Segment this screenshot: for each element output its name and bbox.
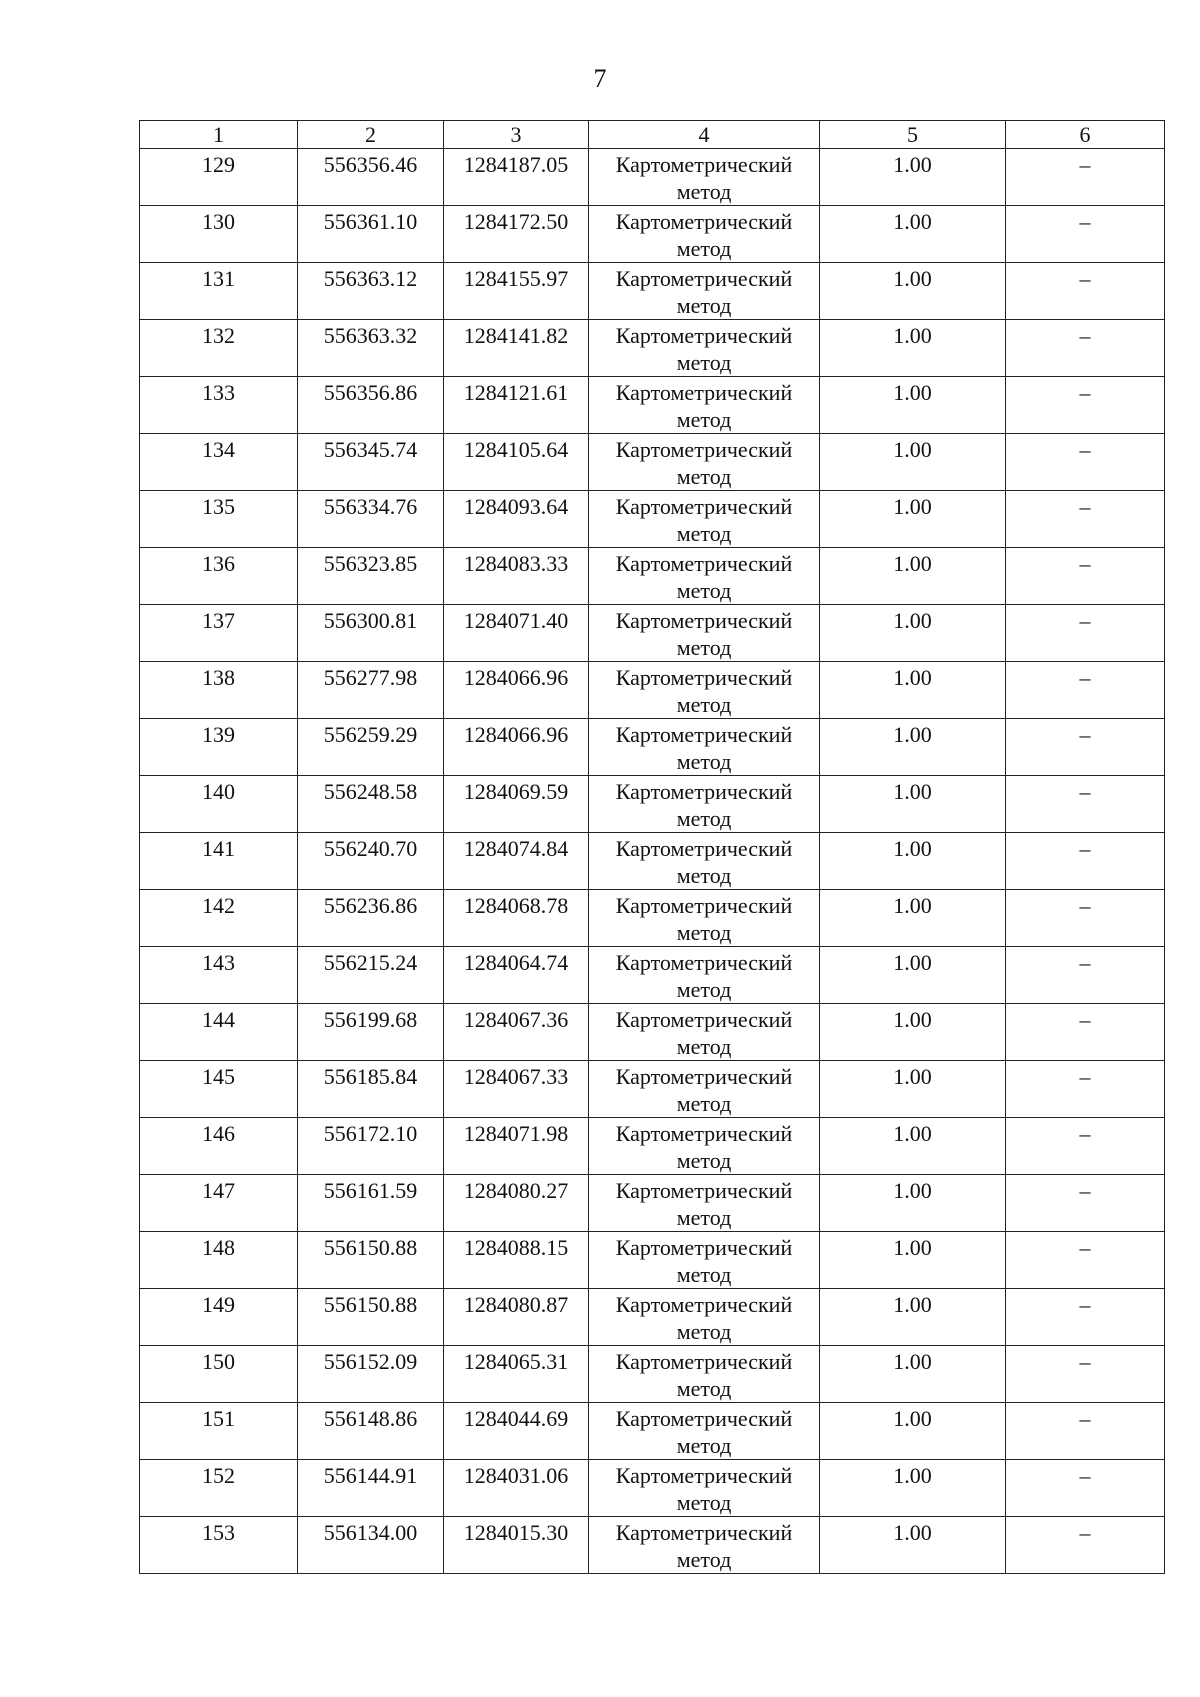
accuracy-cell: 1.00 (820, 605, 1006, 662)
note-cell: – (1006, 1517, 1165, 1574)
accuracy-cell: 1.00 (820, 377, 1006, 434)
coord-x-cell: 556259.29 (298, 719, 444, 776)
method-line-1: Картометрический (615, 608, 793, 633)
table-row (140, 1403, 1165, 1460)
method-cell (589, 320, 820, 377)
method-line-1: Картометрический (615, 266, 793, 291)
coord-y-cell: 1284031.06 (444, 1460, 589, 1517)
coord-x-cell: 556334.76 (298, 491, 444, 548)
method-line-2: метод (676, 464, 732, 489)
note-cell: – (1006, 434, 1165, 491)
header-col-3: 3 (444, 121, 589, 149)
point-number-cell: 148 (140, 1232, 298, 1289)
method-cell (589, 1118, 820, 1175)
method-cell (589, 890, 820, 947)
method-cell (589, 1004, 820, 1061)
method-cell (589, 1289, 820, 1346)
accuracy-cell: 1.00 (820, 719, 1006, 776)
table-row (140, 605, 1165, 662)
table-row (140, 1289, 1165, 1346)
method-line-1: Картометрический (615, 1064, 793, 1089)
method-line-2: метод (676, 578, 732, 603)
point-number-cell: 135 (140, 491, 298, 548)
method-line-2: метод (676, 1433, 732, 1458)
method-line-2: метод (676, 863, 732, 888)
note-cell: – (1006, 149, 1165, 206)
method-line-1: Картометрический (615, 665, 793, 690)
coord-x-cell: 556300.81 (298, 605, 444, 662)
coord-x-cell: 556144.91 (298, 1460, 444, 1517)
coord-y-cell: 1284067.33 (444, 1061, 589, 1118)
table-body (140, 149, 1165, 1574)
method-line-1: Картометрический (615, 950, 793, 975)
note-cell: – (1006, 1289, 1165, 1346)
coord-y-cell: 1284155.97 (444, 263, 589, 320)
header-col-6: 6 (1006, 121, 1165, 149)
method-cell (589, 548, 820, 605)
method-line-1: Картометрический (615, 209, 793, 234)
method-cell (589, 947, 820, 1004)
method-cell (589, 149, 820, 206)
point-number-cell: 138 (140, 662, 298, 719)
table-row (140, 320, 1165, 377)
table-row (140, 662, 1165, 719)
method-cell (589, 662, 820, 719)
method-line-1: Картометрический (615, 1121, 793, 1146)
accuracy-cell: 1.00 (820, 1004, 1006, 1061)
method-cell (589, 1403, 820, 1460)
page-number: 7 (593, 64, 607, 93)
table-row (140, 548, 1165, 605)
accuracy-cell: 1.00 (820, 1346, 1006, 1403)
coord-y-cell: 1284068.78 (444, 890, 589, 947)
coord-y-cell: 1284071.40 (444, 605, 589, 662)
method-line-1: Картометрический (615, 722, 793, 747)
method-line-2: метод (676, 1205, 732, 1230)
point-number-cell: 145 (140, 1061, 298, 1118)
coord-x-cell: 556356.46 (298, 149, 444, 206)
note-cell: – (1006, 1346, 1165, 1403)
coord-y-cell: 1284141.82 (444, 320, 589, 377)
table-row (140, 947, 1165, 1004)
point-number-cell: 130 (140, 206, 298, 263)
coord-y-cell: 1284121.61 (444, 377, 589, 434)
method-line-2: метод (676, 1262, 732, 1287)
table-row (140, 1004, 1165, 1061)
point-number-cell: 136 (140, 548, 298, 605)
coord-x-cell: 556185.84 (298, 1061, 444, 1118)
method-line-2: метод (676, 1490, 732, 1515)
method-line-2: метод (676, 350, 732, 375)
note-cell: – (1006, 662, 1165, 719)
point-number-cell: 146 (140, 1118, 298, 1175)
method-line-2: метод (676, 521, 732, 546)
method-line-2: метод (676, 806, 732, 831)
coord-y-cell: 1284069.59 (444, 776, 589, 833)
method-line-2: метод (676, 1034, 732, 1059)
coord-y-cell: 1284066.96 (444, 719, 589, 776)
method-line-2: метод (676, 293, 732, 318)
coord-x-cell: 556356.86 (298, 377, 444, 434)
method-line-1: Картометрический (615, 551, 793, 576)
coord-x-cell: 556215.24 (298, 947, 444, 1004)
coord-y-cell: 1284105.64 (444, 434, 589, 491)
accuracy-cell: 1.00 (820, 1232, 1006, 1289)
point-number-cell: 147 (140, 1175, 298, 1232)
method-line-2: метод (676, 1091, 732, 1116)
coord-x-cell: 556199.68 (298, 1004, 444, 1061)
coord-x-cell: 556172.10 (298, 1118, 444, 1175)
point-number-cell: 142 (140, 890, 298, 947)
method-line-2: метод (676, 1376, 732, 1401)
method-line-1: Картометрический (615, 1406, 793, 1431)
coord-y-cell: 1284088.15 (444, 1232, 589, 1289)
method-cell (589, 605, 820, 662)
accuracy-cell: 1.00 (820, 890, 1006, 947)
coord-x-cell: 556277.98 (298, 662, 444, 719)
table-row (140, 833, 1165, 890)
coord-x-cell: 556323.85 (298, 548, 444, 605)
accuracy-cell: 1.00 (820, 1460, 1006, 1517)
point-number-cell: 137 (140, 605, 298, 662)
coord-y-cell: 1284015.30 (444, 1517, 589, 1574)
note-cell: – (1006, 719, 1165, 776)
method-line-1: Картометрический (615, 836, 793, 861)
header-col-1: 1 (140, 121, 298, 149)
accuracy-cell: 1.00 (820, 491, 1006, 548)
note-cell: – (1006, 1118, 1165, 1175)
note-cell: – (1006, 491, 1165, 548)
point-number-cell: 129 (140, 149, 298, 206)
coord-y-cell: 1284083.33 (444, 548, 589, 605)
point-number-cell: 144 (140, 1004, 298, 1061)
accuracy-cell: 1.00 (820, 662, 1006, 719)
method-line-1: Картометрический (615, 1463, 793, 1488)
method-line-1: Картометрический (615, 1007, 793, 1032)
method-line-1: Картометрический (615, 152, 793, 177)
coord-y-cell: 1284066.96 (444, 662, 589, 719)
method-cell (589, 1061, 820, 1118)
coord-y-cell: 1284071.98 (444, 1118, 589, 1175)
method-line-1: Картометрический (615, 1349, 793, 1374)
note-cell: – (1006, 776, 1165, 833)
method-cell (589, 1175, 820, 1232)
accuracy-cell: 1.00 (820, 1175, 1006, 1232)
point-number-cell: 149 (140, 1289, 298, 1346)
method-line-2: метод (676, 1319, 732, 1344)
coord-y-cell: 1284172.50 (444, 206, 589, 263)
point-number-cell: 131 (140, 263, 298, 320)
point-number-cell: 133 (140, 377, 298, 434)
method-line-1: Картометрический (615, 380, 793, 405)
coord-y-cell: 1284065.31 (444, 1346, 589, 1403)
header-col-4: 4 (589, 121, 820, 149)
note-cell: – (1006, 548, 1165, 605)
coord-x-cell: 556236.86 (298, 890, 444, 947)
point-number-cell: 139 (140, 719, 298, 776)
coord-y-cell: 1284080.27 (444, 1175, 589, 1232)
coord-y-cell: 1284074.84 (444, 833, 589, 890)
method-line-2: метод (676, 692, 732, 717)
table-header (140, 121, 1165, 149)
note-cell: – (1006, 605, 1165, 662)
point-number-cell: 140 (140, 776, 298, 833)
coord-y-cell: 1284067.36 (444, 1004, 589, 1061)
note-cell: – (1006, 890, 1165, 947)
note-cell: – (1006, 263, 1165, 320)
header-col-2: 2 (298, 121, 444, 149)
method-line-2: метод (676, 1148, 732, 1173)
point-number-cell: 132 (140, 320, 298, 377)
coord-x-cell: 556161.59 (298, 1175, 444, 1232)
note-cell: – (1006, 1061, 1165, 1118)
coord-x-cell: 556363.32 (298, 320, 444, 377)
coord-y-cell: 1284093.64 (444, 491, 589, 548)
accuracy-cell: 1.00 (820, 434, 1006, 491)
note-cell: – (1006, 1403, 1165, 1460)
table-row (140, 890, 1165, 947)
point-number-cell: 143 (140, 947, 298, 1004)
method-line-1: Картометрический (615, 1235, 793, 1260)
table-row (140, 1232, 1165, 1289)
note-cell: – (1006, 377, 1165, 434)
coord-x-cell: 556248.58 (298, 776, 444, 833)
table-row (140, 1346, 1165, 1403)
accuracy-cell: 1.00 (820, 776, 1006, 833)
accuracy-cell: 1.00 (820, 1517, 1006, 1574)
coord-x-cell: 556148.86 (298, 1403, 444, 1460)
coord-x-cell: 556345.74 (298, 434, 444, 491)
note-cell: – (1006, 833, 1165, 890)
coord-x-cell: 556152.09 (298, 1346, 444, 1403)
method-line-1: Картометрический (615, 779, 793, 804)
method-line-2: метод (676, 179, 732, 204)
accuracy-cell: 1.00 (820, 1289, 1006, 1346)
method-cell (589, 776, 820, 833)
method-cell (589, 1232, 820, 1289)
point-number-cell: 141 (140, 833, 298, 890)
header-row (140, 121, 1165, 149)
coord-y-cell: 1284044.69 (444, 1403, 589, 1460)
coord-x-cell: 556150.88 (298, 1232, 444, 1289)
coord-y-cell: 1284064.74 (444, 947, 589, 1004)
table-row (140, 206, 1165, 263)
method-cell (589, 1517, 820, 1574)
method-line-2: метод (676, 635, 732, 660)
note-cell: – (1006, 947, 1165, 1004)
note-cell: – (1006, 1460, 1165, 1517)
point-number-cell: 151 (140, 1403, 298, 1460)
header-col-5: 5 (820, 121, 1006, 149)
method-cell (589, 377, 820, 434)
accuracy-cell: 1.00 (820, 263, 1006, 320)
accuracy-cell: 1.00 (820, 149, 1006, 206)
table-row (140, 719, 1165, 776)
coord-x-cell: 556361.10 (298, 206, 444, 263)
note-cell: – (1006, 320, 1165, 377)
method-line-2: метод (676, 407, 732, 432)
accuracy-cell: 1.00 (820, 833, 1006, 890)
coordinates-table (139, 120, 1165, 1574)
method-line-2: метод (676, 920, 732, 945)
table-row (140, 776, 1165, 833)
method-line-2: метод (676, 749, 732, 774)
method-line-1: Картометрический (615, 494, 793, 519)
method-cell (589, 434, 820, 491)
coord-y-cell: 1284080.87 (444, 1289, 589, 1346)
method-line-1: Картометрический (615, 323, 793, 348)
table-row (140, 149, 1165, 206)
table-row (140, 263, 1165, 320)
table-row (140, 1460, 1165, 1517)
point-number-cell: 134 (140, 434, 298, 491)
coord-x-cell: 556363.12 (298, 263, 444, 320)
note-cell: – (1006, 206, 1165, 263)
method-line-1: Картометрический (615, 893, 793, 918)
table-row (140, 491, 1165, 548)
table-row (140, 1061, 1165, 1118)
accuracy-cell: 1.00 (820, 548, 1006, 605)
method-line-1: Картометрический (615, 1292, 793, 1317)
table-row (140, 1517, 1165, 1574)
method-line-1: Картометрический (615, 437, 793, 462)
method-line-2: метод (676, 236, 732, 261)
coord-x-cell: 556240.70 (298, 833, 444, 890)
accuracy-cell: 1.00 (820, 1403, 1006, 1460)
point-number-cell: 150 (140, 1346, 298, 1403)
table-row (140, 434, 1165, 491)
coord-x-cell: 556150.88 (298, 1289, 444, 1346)
method-cell (589, 1460, 820, 1517)
method-line-2: метод (676, 977, 732, 1002)
note-cell: – (1006, 1232, 1165, 1289)
accuracy-cell: 1.00 (820, 1118, 1006, 1175)
method-cell (589, 719, 820, 776)
accuracy-cell: 1.00 (820, 206, 1006, 263)
note-cell: – (1006, 1004, 1165, 1061)
method-cell (589, 206, 820, 263)
method-line-1: Картометрический (615, 1178, 793, 1203)
table-row (140, 377, 1165, 434)
method-line-2: метод (676, 1547, 732, 1572)
coord-x-cell: 556134.00 (298, 1517, 444, 1574)
table-row (140, 1118, 1165, 1175)
method-cell (589, 1346, 820, 1403)
method-cell (589, 491, 820, 548)
point-number-cell: 153 (140, 1517, 298, 1574)
accuracy-cell: 1.00 (820, 320, 1006, 377)
note-cell: – (1006, 1175, 1165, 1232)
table-row (140, 1175, 1165, 1232)
method-cell (589, 833, 820, 890)
accuracy-cell: 1.00 (820, 1061, 1006, 1118)
method-line-1: Картометрический (615, 1520, 793, 1545)
method-cell (589, 263, 820, 320)
accuracy-cell: 1.00 (820, 947, 1006, 1004)
point-number-cell: 152 (140, 1460, 298, 1517)
coord-y-cell: 1284187.05 (444, 149, 589, 206)
